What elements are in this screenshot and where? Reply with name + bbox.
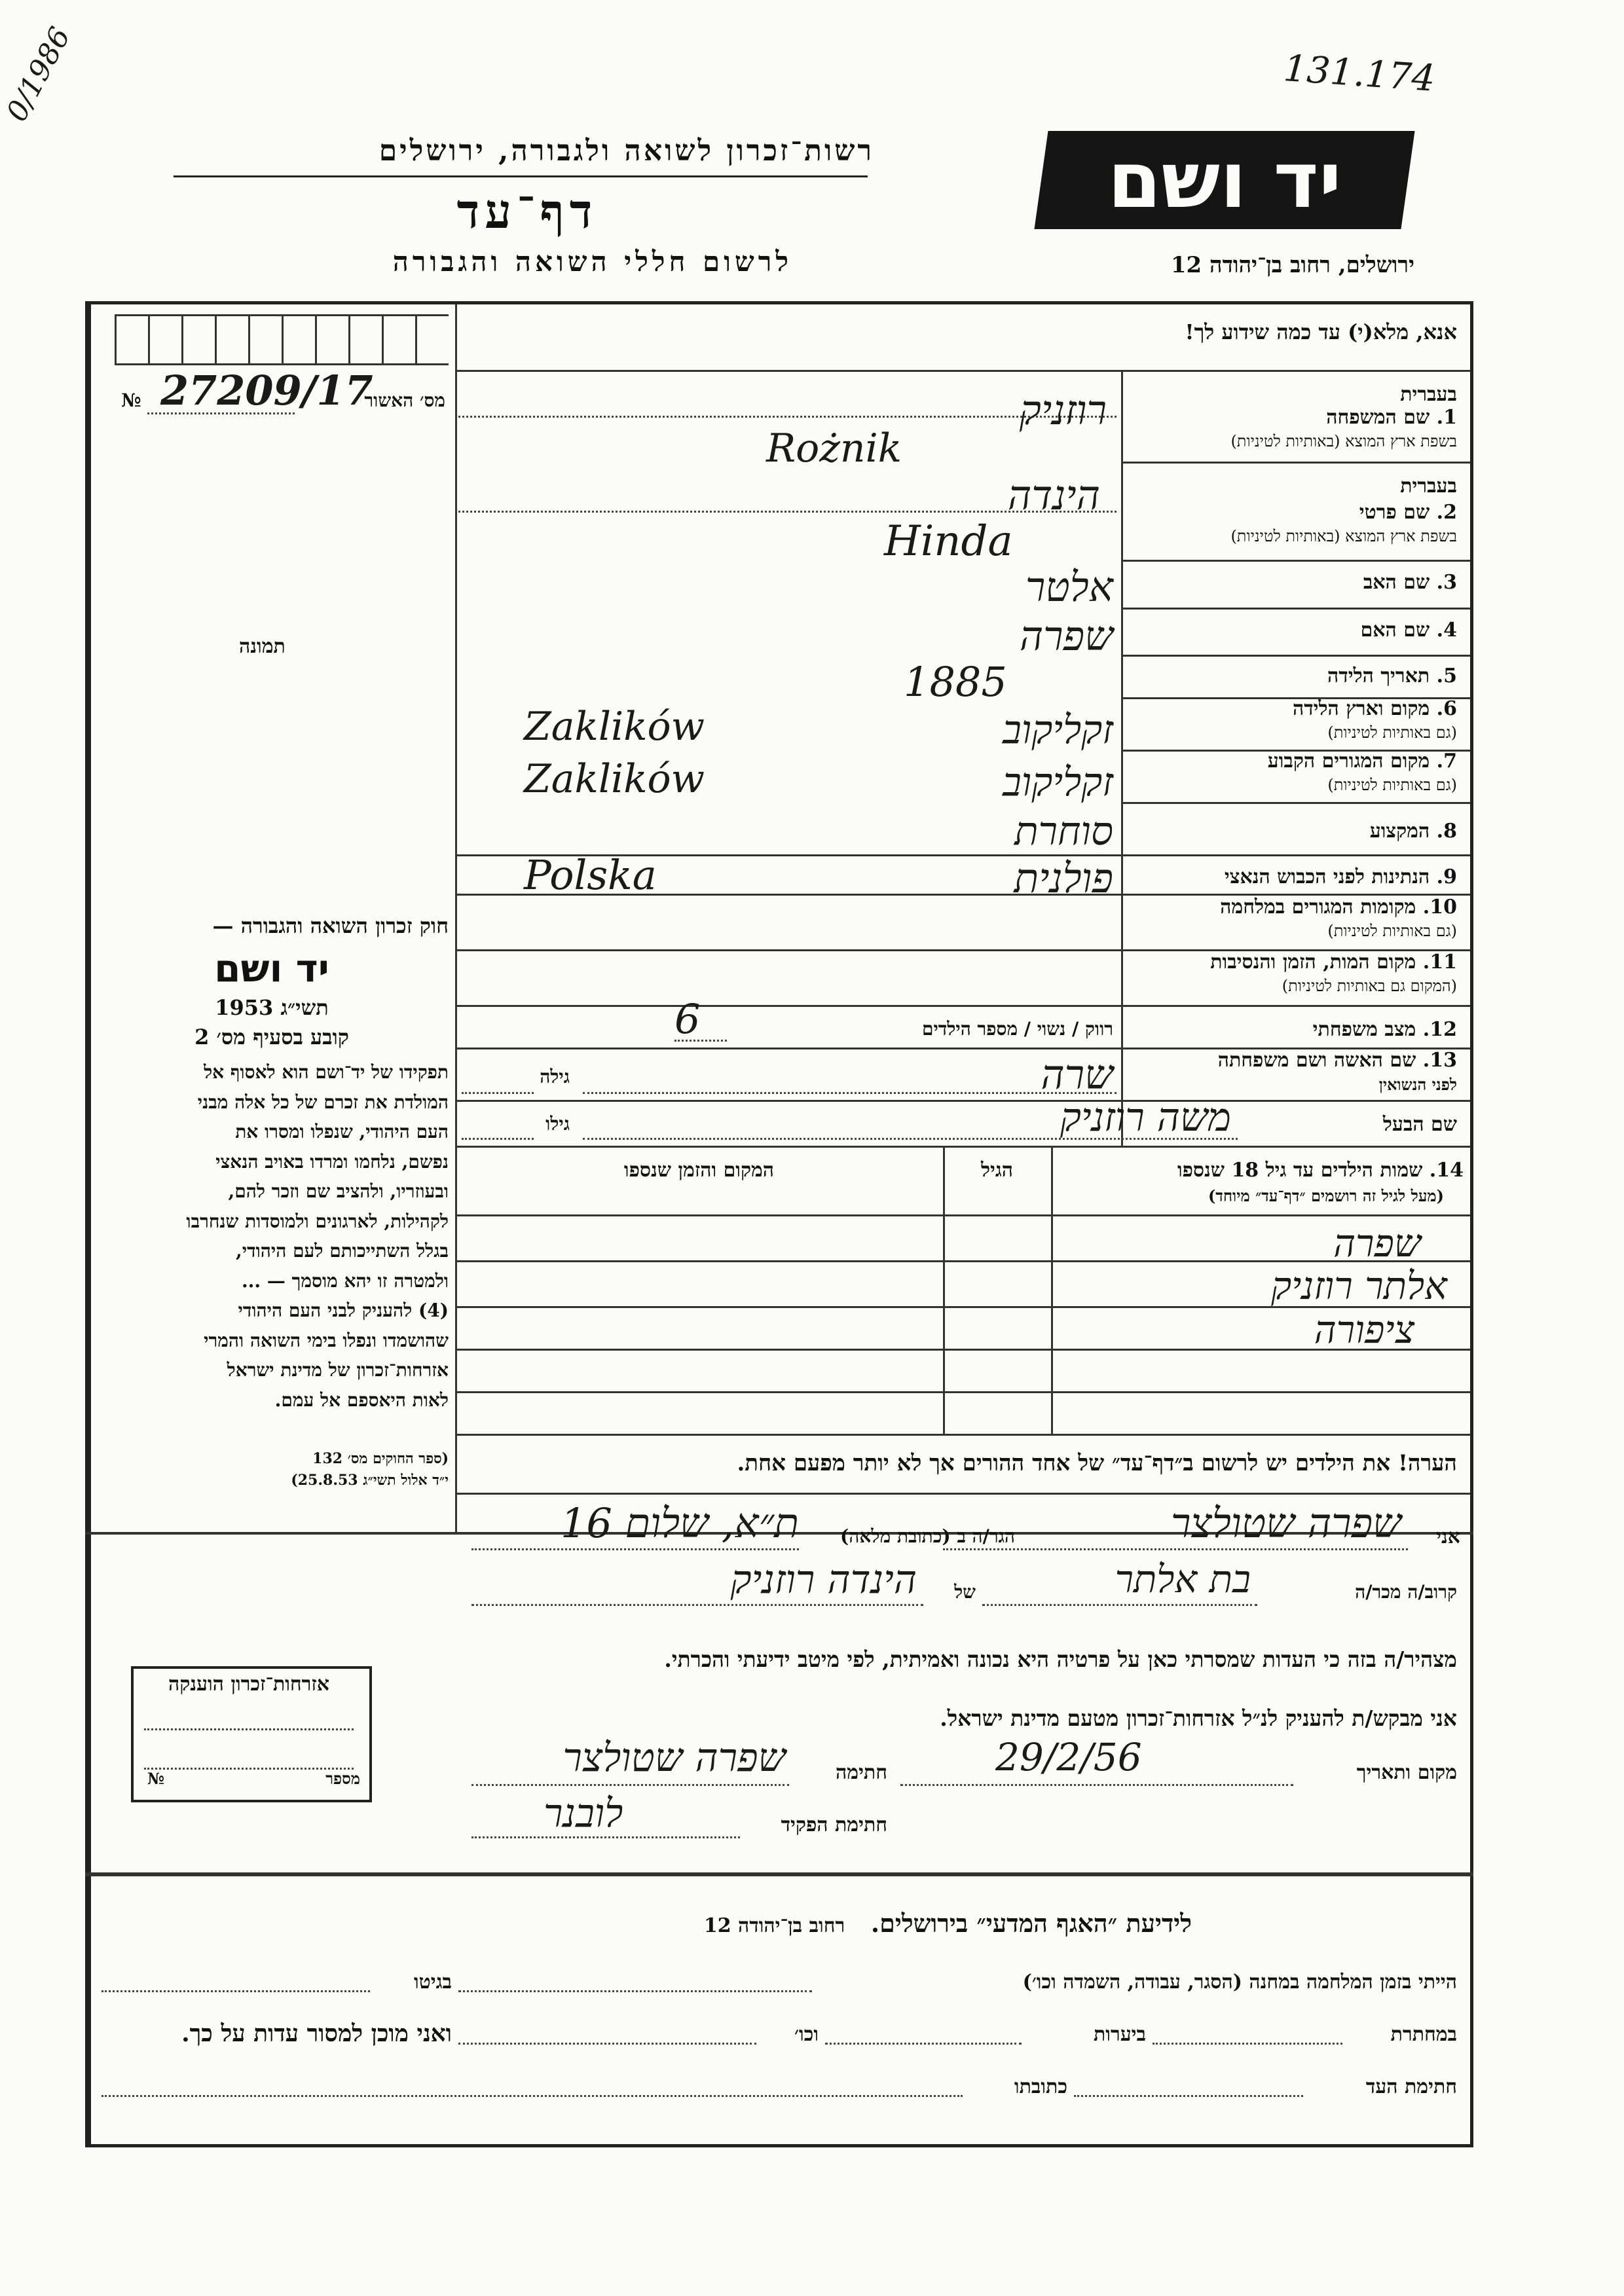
husband-age-label: גילו xyxy=(545,1113,570,1135)
row-line xyxy=(455,1005,1470,1007)
field-7-label: 7. מקום המגורים הקבוע xyxy=(1267,750,1457,773)
clerk-sign-label: חתימת הפקיד xyxy=(781,1813,887,1836)
field-4-label: 4. שם האם xyxy=(1360,619,1457,642)
signature-line xyxy=(471,1784,789,1786)
row-line xyxy=(455,370,1470,372)
marital-status-options: רווק / נשוי / מספר הילדים xyxy=(921,1018,1113,1040)
wife-age-line xyxy=(462,1092,534,1094)
bottom-etc-line xyxy=(458,2043,756,2045)
field-5-label: 5. תאריך הלידה xyxy=(1327,665,1457,687)
bottom-forests-label: ביערות xyxy=(1093,2023,1146,2046)
citizenship-number-label: מספר xyxy=(325,1769,360,1788)
decl-address-line xyxy=(471,1548,799,1550)
law-line: המולדת את זכרם של כל אלה מבני xyxy=(197,1091,449,1113)
row-line xyxy=(455,1434,1470,1436)
row-line xyxy=(455,1214,1470,1216)
decl-name-line xyxy=(943,1548,1408,1550)
mother-name: שפרה xyxy=(1019,612,1113,660)
occupation: סוחרת xyxy=(1014,809,1113,854)
wife-age-label: גילה xyxy=(540,1066,570,1087)
law-line: לקהילות, לארגונים ולמוסדות שנחרבו xyxy=(186,1210,449,1232)
approval-cells xyxy=(115,314,449,365)
witness-address-line xyxy=(101,2095,963,2097)
decl-address-label: הגר/ה ב (כתובת מלאה) xyxy=(840,1525,1015,1547)
child-name-1: שפרה xyxy=(1333,1221,1421,1266)
law-line: העם היהודי, שנפלו ומסרו את xyxy=(235,1121,449,1142)
decl-of-line xyxy=(471,1604,923,1606)
row-line xyxy=(1121,462,1470,464)
approval-line xyxy=(147,412,295,414)
signature-label: חתימה xyxy=(836,1761,887,1784)
field-11-sub: (המקום גם באותיות לטיניות) xyxy=(1282,977,1457,995)
bottom-underground-label: במחתרת xyxy=(1390,2023,1457,2046)
citizenship-num-sign: № xyxy=(147,1769,165,1788)
father-name: אלטר xyxy=(1025,563,1113,611)
declarant-relation: בת אלתר xyxy=(1115,1557,1251,1601)
signature-value: שפרה שטולצר xyxy=(563,1735,786,1781)
bottom-line-1: הייתי בזמן המלחמה במחנה (הסגר, עבודה, השמדה וכו׳) xyxy=(1022,1971,1457,1994)
bottom-title-row xyxy=(511,1908,1192,1939)
field-10-sub: (גם באותיות לטיניות) xyxy=(1327,922,1457,940)
row-line xyxy=(1121,560,1470,562)
law-title: חוק זכרון השואה והגבורה — xyxy=(212,913,449,938)
law-line: (4) להעניק לבני העם היהודי xyxy=(238,1300,449,1321)
field-2-label: 2. שם פרטי xyxy=(1359,501,1457,524)
institution-name: רשות־זכרון לשואה ולגבורה, ירושלים xyxy=(378,134,874,168)
children-title: 14. שמות הילדים עד גיל 18 שנספו xyxy=(1177,1159,1464,1182)
field-1-sub: בשפת ארץ המוצא (באותיות לטיניות) xyxy=(1230,432,1457,450)
place-date-value: 29/2/56 xyxy=(995,1735,1142,1779)
witness-sign-label: חתימת העד xyxy=(1365,2075,1457,2098)
row-line xyxy=(1121,655,1470,657)
law-text xyxy=(95,1057,449,1415)
residence-latin: Zaklików xyxy=(524,756,705,802)
decl-statement: מצהיר/ה בזה כי העדות שמסרתי כאן על פרטיה היא נכונה ואמיתית, לפי מיטב ידיעתי והכרתי. xyxy=(664,1647,1457,1672)
nationality-latin: Polska xyxy=(524,851,657,899)
bottom-testimony-text: ואני מוכן למסור עדות על כך. xyxy=(181,2020,452,2047)
bottom-camp-line xyxy=(458,1990,812,1992)
citizenship-title: אזרחות־זכרון הוענקה xyxy=(168,1673,330,1696)
field-6-sub: (גם באותיות לטיניות) xyxy=(1327,723,1457,742)
decl-request: אני מבקש/ת להעניק לנ״ל אזרחות־זכרון מטעם מדינת ישראל. xyxy=(940,1705,1457,1731)
law-line: שהושמדו ונפלו בימי השואה והמרי xyxy=(204,1329,449,1351)
husband-label: שם הבעל xyxy=(1382,1113,1457,1136)
birth-place-latin: Zaklików xyxy=(524,704,705,750)
photo-label: תמונה xyxy=(239,635,286,658)
bottom-address: רחוב בן־יהודה 12 xyxy=(703,1914,845,1937)
field-7-sub: (גם באותיות לטיניות) xyxy=(1327,776,1457,794)
form-subtitle: לרשום חללי השואה והגבורה xyxy=(392,246,792,278)
field-13-sub: לפני הנשואין xyxy=(1378,1075,1457,1094)
law-clause: קובע בסעיף מס׳ 2 xyxy=(194,1025,349,1049)
approval-num-sign: № xyxy=(121,390,141,411)
husband-name: משה רוזניק xyxy=(1060,1095,1231,1140)
children-col-divider-2 xyxy=(1051,1146,1053,1434)
citizenship-line-1 xyxy=(144,1728,354,1730)
children-col-divider-1 xyxy=(943,1146,945,1434)
stamp-number: 131.174 xyxy=(1282,47,1437,100)
declarant-address: ת״א, שלום 16 xyxy=(560,1499,799,1547)
law-ref-2: י״ד אלול תשי״ג 25.8.53) xyxy=(291,1472,449,1489)
field-8-label: 8. המקצוע xyxy=(1369,820,1457,843)
children-sub: (מעל לגיל זה רושמים ״דף־עד״ מיוחד) xyxy=(1208,1186,1444,1205)
child-name-3: ציפורה xyxy=(1314,1307,1414,1352)
left-column-divider xyxy=(455,304,457,1532)
row-line xyxy=(455,1493,1470,1495)
law-line: לאות היאספם אל עמם. xyxy=(274,1389,449,1411)
section-line xyxy=(85,1872,1473,1876)
yad-vashem-logo: יד ושם xyxy=(1107,135,1342,225)
birth-date: 1885 xyxy=(904,658,1007,706)
decl-of-label: של xyxy=(954,1581,976,1603)
margin-note: 0/1986 xyxy=(0,22,77,127)
place-date-label: מקום ותאריך xyxy=(1356,1761,1457,1784)
children-place-header: המקום והזמן שנספו xyxy=(623,1159,775,1182)
row-line xyxy=(455,1391,1470,1393)
birth-place-hebrew: זקליקוב xyxy=(1002,707,1113,753)
wife-name: שרה xyxy=(1041,1051,1113,1099)
approval-label: מס׳ האשור xyxy=(364,390,445,411)
decl-relation-line xyxy=(982,1604,1257,1606)
field-11-label: 11. מקום המות, הזמן והנסיבות xyxy=(1210,951,1457,974)
law-line: ובעוזריו, ולהציב שם וזכר להם, xyxy=(228,1180,449,1202)
law-line: ולמטרה זו יהא מוסמך — ... xyxy=(241,1269,449,1292)
approval-number: 27209/17 xyxy=(160,367,373,414)
field-13-label: 13. שם האשה ושם משפחתה xyxy=(1217,1049,1457,1072)
row-line xyxy=(455,1146,1470,1148)
decl-ani: אני xyxy=(1436,1525,1460,1548)
bottom-underground-line xyxy=(1153,2043,1342,2045)
law-logo: יד ושם xyxy=(214,946,329,991)
form-title: דף־עד xyxy=(456,183,598,239)
first-name-hebrew: הינדה xyxy=(1007,471,1100,519)
clerk-sign-line xyxy=(471,1836,740,1838)
witness-address-label: כתובתו xyxy=(1014,2075,1067,2098)
children-age-header: הגיל xyxy=(980,1159,1014,1182)
place-date-line xyxy=(900,1784,1293,1786)
field-6-label: 6. מקום וארץ הלידה xyxy=(1292,697,1457,720)
witness-sign-line xyxy=(1074,2095,1303,2097)
bottom-forests-line xyxy=(825,2043,1022,2045)
institution-underline xyxy=(174,175,868,177)
nationality-hebrew: פולנית xyxy=(1014,854,1113,902)
law-line: בגלל השתייכותם לעם היהודי, xyxy=(236,1240,449,1262)
bottom-ghetto-line xyxy=(101,1990,370,1992)
address: ירושלים, רחוב בן־יהודה 12 xyxy=(1170,252,1414,278)
clerk-sign-value: לובנר xyxy=(544,1791,623,1836)
row-line xyxy=(1121,608,1470,610)
law-ref-1: (ספר החוקים מס׳ 132 xyxy=(312,1450,449,1467)
bottom-title: לידיעת ״האגף המדעי״ בירושלים. xyxy=(870,1908,1192,1938)
bottom-ghetto-label: בגיטו xyxy=(413,1971,452,1994)
surname-latin: Rożnik xyxy=(766,426,902,471)
field-2-sub: בשפת ארץ המוצא (באותיות לטיניות) xyxy=(1230,527,1457,545)
field-1-label: 1. שם המשפחה xyxy=(1326,406,1457,429)
husband-age-line xyxy=(462,1138,534,1140)
decl-relation-label: קרוב/ה מכר/ה xyxy=(1355,1581,1457,1603)
intro-text: אנא, מלא(י) עד כמה שידוע לך! xyxy=(1185,319,1457,344)
field-2-tag: בעברית xyxy=(1400,475,1457,498)
law-line: נפשם, נלחמו ומרדו באויב הנאצי xyxy=(215,1150,449,1173)
law-line: אזרחות־זכרון של מדינת ישראל xyxy=(227,1359,449,1381)
field-label-tag xyxy=(1130,383,1457,406)
note-text: הערה! את הילדים יש לרשום ב״דף־עד״ של אחד ההורים אך לא יותר מפעם אחת. xyxy=(737,1450,1457,1476)
first-name-latin: Hinda xyxy=(884,517,1013,566)
decl-of-name: הינדה רוזניק xyxy=(730,1557,917,1603)
child-name-2: אלתר רוזניק xyxy=(1271,1264,1447,1308)
law-line: תפקידו של יד־ושם הוא לאסוף אל xyxy=(204,1061,449,1083)
row-line xyxy=(1121,802,1470,804)
tag-hebrew: בעברית xyxy=(1400,383,1457,406)
residence-hebrew: זקליקוב xyxy=(1002,759,1113,805)
field-10-label: 10. מקומות המגורים במלחמה xyxy=(1220,896,1457,919)
declarant-name: שפרה שטולצר xyxy=(1170,1499,1401,1547)
row-line xyxy=(1121,854,1470,856)
children-count: 6 xyxy=(674,995,701,1043)
bottom-etc-label: וכו׳ xyxy=(794,2023,819,2046)
law-year: תשי״ג 1953 xyxy=(215,995,329,1020)
surname-hebrew: רוזניק xyxy=(1019,386,1107,434)
field-12-label: 12. מצב משפחתי xyxy=(1312,1018,1457,1041)
field-9-label: 9. הנתינות לפני הכבוש הנאצי xyxy=(1224,866,1457,888)
field-3-label: 3. שם האב xyxy=(1363,571,1457,594)
